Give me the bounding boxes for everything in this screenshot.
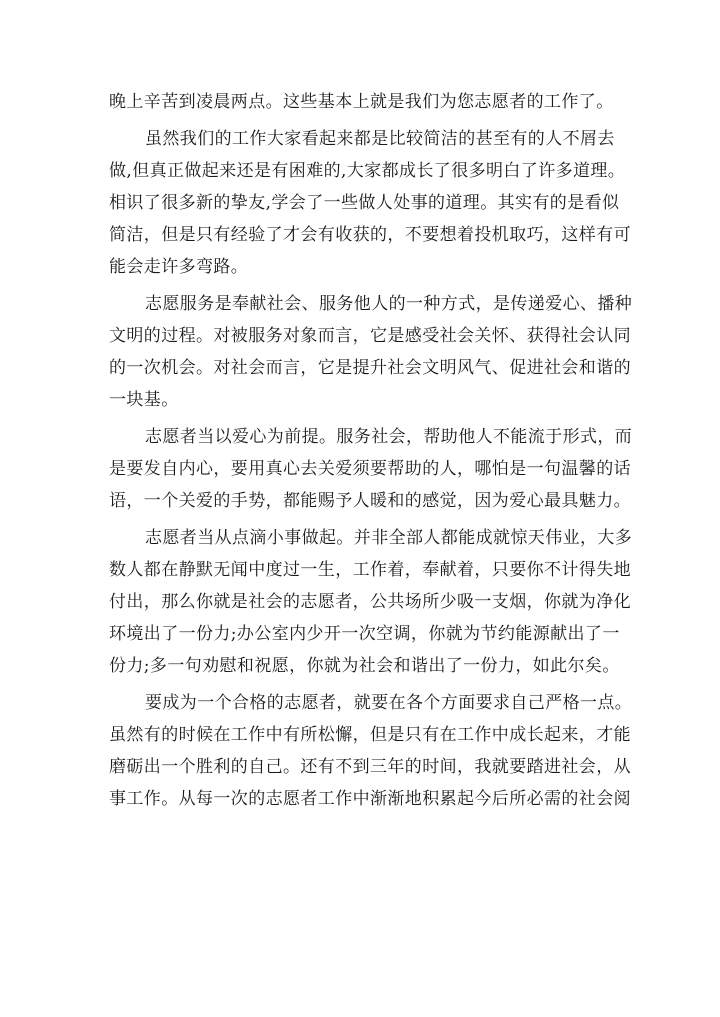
text-line: 环境出了一份力;办公室内少开一次空调，你就为节约能源献出了一: [109, 624, 620, 644]
text-line: 数人都在静默无闻中度过一生，工作着，奉献着，只要你不计得失地: [109, 560, 631, 580]
text-line: 份力;多一句劝慰和祝愿，你就为社会和谐出了一份力，如此尔矣。: [109, 656, 620, 676]
paragraph: [109, 123, 631, 283]
text-line: 志愿者当从点滴小事做起。并非全部人都能成就惊天伟业，大多: [145, 528, 633, 548]
text-line: 相识了很多新的挚友,学会了一些做人处事的道理。其实有的是看似: [109, 193, 620, 213]
text-line: 简洁，但是只有经验了才会有收获的，不要想着投机取巧，这样有可: [109, 225, 631, 245]
text-line: 事工作。从每一次的志愿者工作中渐渐地积累起今后所必需的社会阅: [109, 789, 631, 809]
paragraph: [109, 522, 633, 682]
text-line: 做,但真正做起来还是有困难的,大家都成长了很多明白了许多道理。: [109, 161, 626, 181]
text-line: 磨砺出一个胜利的自己。还有不到三年的时间，我就要踏进社会，从: [109, 757, 631, 777]
paragraph: [109, 421, 633, 517]
text-line: 能会走许多弯路。: [109, 257, 249, 277]
text-line: 志愿服务是奉献社会、服务他人的一种方式，是传递爱心、播种: [145, 294, 633, 314]
text-line: 虽然有的时候在工作中有所松懈，但是只有在工作中成长起来，才能: [109, 725, 631, 745]
text-line: 虽然我们的工作大家看起来都是比较简洁的甚至有的人不屑去: [145, 129, 615, 149]
text-line: 一块基。: [109, 390, 179, 410]
paragraph: [109, 86, 614, 118]
text-line: 志愿者当以爱心为前提。服务社会，帮助他人不能流于形式，而: [145, 427, 633, 447]
document-body: [109, 86, 633, 815]
text-line: 语，一个关爱的手势，都能赐予人暖和的感觉，因为爱心最具魅力。: [109, 491, 631, 511]
paragraph: [109, 288, 633, 416]
paragraph: [109, 687, 633, 815]
text-line: 文明的过程。对被服务对象而言，它是感受社会关怀、获得社会认同: [109, 326, 631, 346]
text-line: 要成为一个合格的志愿者，就要在各个方面要求自己严格一点。: [145, 693, 633, 713]
text-line: 付出，那么你就是社会的志愿者，公共场所少吸一支烟，你就为净化: [109, 592, 631, 612]
text-line: 是要发自内心，要用真心去关爱须要帮助的人，哪怕是一句温馨的话: [109, 459, 631, 479]
text-line: 的一次机会。对社会而言，它是提升社会文明风气、促进社会和谐的: [109, 358, 631, 378]
text-line: 晚上辛苦到凌晨两点。这些基本上就是我们为您志愿者的工作了。: [109, 92, 614, 112]
